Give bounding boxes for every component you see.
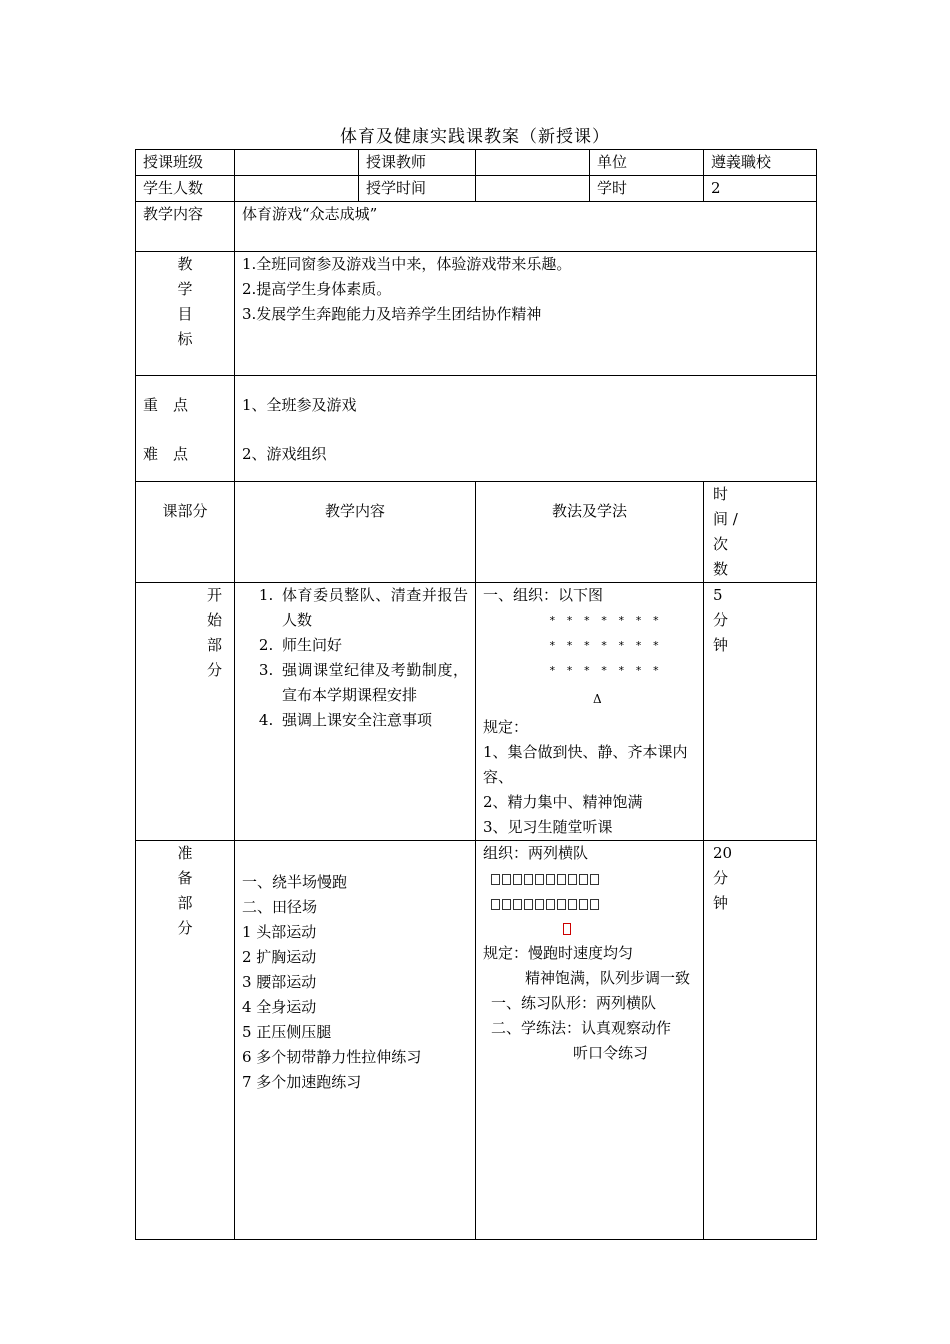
formation-row-2 <box>483 891 696 916</box>
student-icon <box>568 874 577 885</box>
list-item: 二、田径场 <box>242 898 318 916</box>
label-key: 重 点 <box>143 396 189 414</box>
value-hours: 2 <box>704 176 817 202</box>
list-item: 一、绕半场慢跑 <box>242 873 348 891</box>
col-header-part: 课部分 <box>136 482 235 583</box>
key-difficulty-values <box>235 376 817 482</box>
student-icon <box>568 899 577 910</box>
start-time: 5 分 钟 <box>704 583 817 841</box>
student-icon <box>513 874 522 885</box>
key-difficulty-row <box>136 376 817 482</box>
prep-method-title: 组织：两列横队 <box>483 844 589 862</box>
student-icon <box>546 899 555 910</box>
formation-row-1 <box>483 866 696 891</box>
student-icon <box>546 874 555 885</box>
list-item: 5 正压侧压腿 <box>242 1023 332 1041</box>
label-unit: 单位 <box>590 150 704 176</box>
page-title: 体育及健康实践课教案（新授课） <box>340 127 610 147</box>
student-icon <box>491 874 500 885</box>
teacher-position-mark: Δ <box>593 692 602 706</box>
start-part-label: 开 始 部 分 <box>136 583 235 841</box>
prep-rule-continued: 精神饱满，队列步调一致 <box>525 969 691 987</box>
column-header-row <box>136 482 817 583</box>
label-difficulty: 难 点 <box>143 445 189 463</box>
list-item: 3 腰部运动 <box>242 973 317 991</box>
student-icon <box>513 899 522 910</box>
list-item: 2. 师生问好 <box>278 633 468 658</box>
start-section-row <box>136 583 817 841</box>
label-key-difficulty <box>136 376 235 482</box>
prep-learn-continued: 听口令练习 <box>573 1044 649 1062</box>
prep-section-row <box>136 841 817 1240</box>
value-unit: 遵義職校 <box>704 150 817 176</box>
value-key: 1、全班参及游戏 <box>242 396 357 414</box>
list-item: 2 扩胸运动 <box>242 948 317 966</box>
student-icon <box>524 899 533 910</box>
prep-content <box>235 841 476 1240</box>
content-row <box>136 202 817 252</box>
label-hours: 学时 <box>590 176 704 202</box>
list-item: 1. 体育委员整队、清查并报告人数 <box>278 583 468 633</box>
header-row-class <box>136 150 817 176</box>
student-icon <box>579 899 588 910</box>
prep-time: 20 分 钟 <box>704 841 817 1240</box>
value-difficulty: 2、游戏组织 <box>242 445 327 463</box>
student-icon <box>590 874 599 885</box>
start-content <box>235 583 476 841</box>
label-teacher: 授课教师 <box>359 150 476 176</box>
student-icon <box>535 874 544 885</box>
prep-method <box>476 841 704 1240</box>
student-icon <box>579 874 588 885</box>
teacher-position-icon <box>483 916 696 941</box>
goal-item: 2.提高学生身体素质。 <box>242 280 392 298</box>
student-icon <box>491 899 500 910</box>
student-icon <box>502 874 511 885</box>
start-rules-title: 规定： <box>483 718 529 736</box>
list-item: 1 头部运动 <box>242 923 317 941</box>
formation-row: * * * * * * * <box>549 614 662 627</box>
list-item: 4 全身运动 <box>242 998 317 1016</box>
goal-item: 1.全班同窗参及游戏当中来，体验游戏带来乐趣。 <box>242 255 572 273</box>
student-icon <box>557 874 566 885</box>
prep-learn: 二、学练法：认真观察动作 <box>491 1019 672 1037</box>
student-icon <box>557 899 566 910</box>
value-teacher <box>476 150 590 176</box>
start-items-list <box>242 583 468 733</box>
start-rule: 1、集合做到快、静、齐本课内容、 <box>483 743 688 786</box>
label-content: 教学内容 <box>136 202 235 252</box>
value-content: 体育游戏“众志成城” <box>235 202 817 252</box>
prep-part-label: 准 备 部 分 <box>136 841 235 1240</box>
prep-practice: 一、练习队形：两列横队 <box>491 994 657 1012</box>
header-row-students <box>136 176 817 202</box>
label-goals: 教 学 目 标 <box>136 252 235 376</box>
label-class: 授课班级 <box>136 150 235 176</box>
formation-row: * * * * * * * <box>549 664 662 677</box>
list-item: 4. 强调上课安全注意事项 <box>278 708 468 733</box>
list-item: 7 多个加速跑练习 <box>242 1073 362 1091</box>
list-item: 3. 强调课堂纪律及考勤制度，宣布本学期课程安排 <box>278 658 468 708</box>
goals-list <box>235 252 817 376</box>
formation-row: * * * * * * * <box>549 639 662 652</box>
value-class <box>235 150 359 176</box>
goal-item: 3.发展学生奔跑能力及培养学生团结协作精神 <box>242 305 542 323</box>
col-header-time: 时 间 / 次 数 <box>704 482 817 583</box>
student-icon <box>590 899 599 910</box>
value-time <box>476 176 590 202</box>
label-time: 授学时间 <box>359 176 476 202</box>
student-icon <box>535 899 544 910</box>
student-icon <box>502 899 511 910</box>
lesson-plan-table <box>135 149 817 1240</box>
start-rule: 2、精力集中、精神饱满 <box>483 793 643 811</box>
list-item: 6 多个韧带静力性拉伸练习 <box>242 1048 422 1066</box>
start-method <box>476 583 704 841</box>
prep-rule: 规定：慢跑时速度均匀 <box>483 944 634 962</box>
start-rule: 3、见习生随堂听课 <box>483 818 613 836</box>
value-students <box>235 176 359 202</box>
student-icon <box>524 874 533 885</box>
col-header-method: 教法及学法 <box>476 482 704 583</box>
start-method-title: 一、组织：以下图 <box>483 586 604 604</box>
label-students: 学生人数 <box>136 176 235 202</box>
goals-row <box>136 252 817 376</box>
col-header-content: 教学内容 <box>235 482 476 583</box>
